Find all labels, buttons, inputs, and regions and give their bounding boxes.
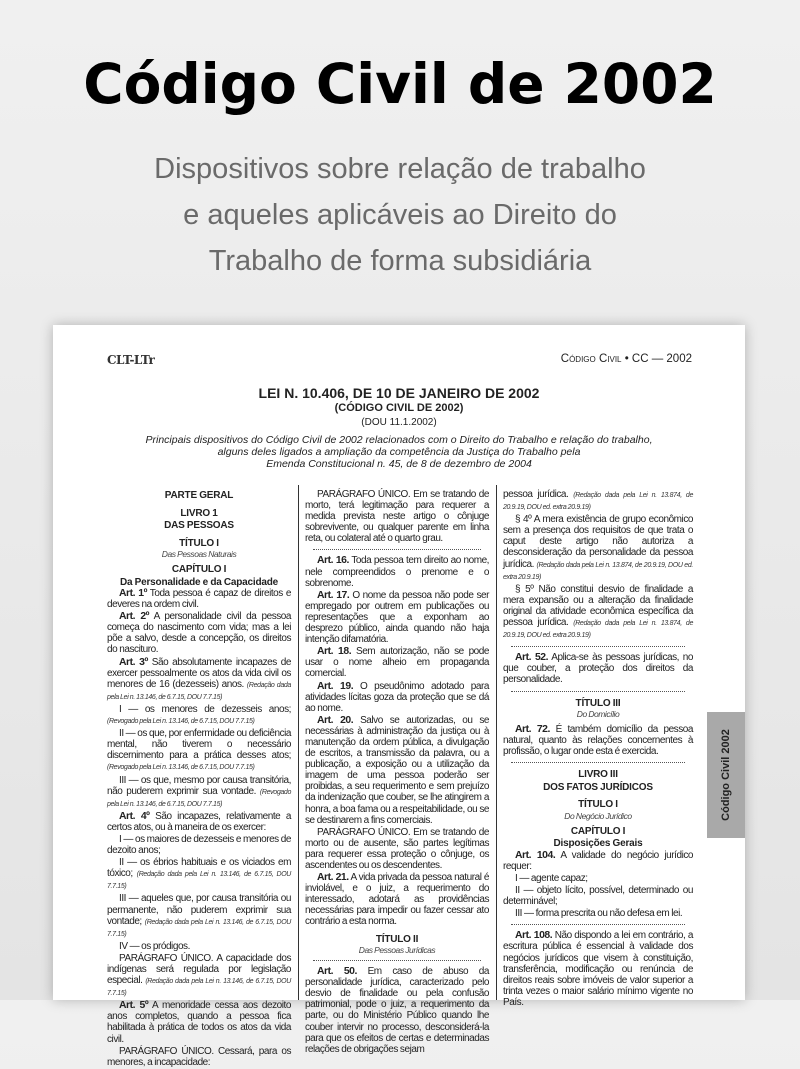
article-number: Art. 72. [515, 724, 550, 735]
amendment-note: (Redação dada pela Lei n. 13.146, de 6.7.15, DOU 7.7.15) [107, 871, 291, 891]
law-subtitle: (CÓDIGO CIVIL DE 2002) [334, 402, 464, 414]
article [107, 1000, 291, 1044]
article [107, 588, 291, 610]
paragraph-text: § 4º A mera existência de grupo econômico sem a presença dos requisitos de que trata o caput deste artigo não autoriza a desconsideração da personalidade da pessoa jurídica. [503, 514, 693, 570]
amendment-note: (Redação dada pela Lei n. 13.146, de 6.7.15, DOU 7.7.15) [107, 978, 291, 998]
dotted-separator [511, 924, 685, 925]
law-heading [53, 385, 745, 470]
article [503, 724, 693, 757]
paragraph-text: III — aqueles que, por causa transitória ou permanente, não puderem exprimir sua vontade; [107, 893, 291, 927]
section-heading: LIVRO 1 [180, 507, 218, 519]
running-head-title: Código Civil [560, 353, 622, 365]
paragraph-text: A personalidade civil da pessoa começa do nascimento com vida; mas a lei põe a salvo, desde a concepção, os direitos do nascituro. [107, 611, 292, 656]
article-number: Art. 3º [119, 656, 148, 668]
paragraph-text: I — os menores de dezesseis anos; [119, 703, 291, 715]
article-number: Art. 17. [317, 589, 350, 601]
paragraph-text: pessoa jurídica. [503, 489, 574, 500]
article-number: Art. 19. [317, 680, 354, 692]
article [305, 555, 489, 588]
paragraph [107, 857, 291, 892]
law-dou: (DOU 11.1.2002) [361, 417, 437, 428]
article [503, 930, 693, 1008]
article-number: Art. 52. [515, 652, 549, 664]
paragraph-text: Em caso de abuso da personalidade jurídica, caracterizado pelo desvio de finalidade ou pela confusão patrimonial, pode o juiz, a requerimento da parte, ou do Ministério Público quando lhe couber intervir no processo, desconsiderá-la para que os efeitos de certas e determinadas relações de obrigações sejam [305, 966, 489, 1055]
column-divider [298, 485, 299, 1000]
section-heading: DOS FATOS JURÍDICOS [543, 781, 653, 793]
article-number: Art. 18. [317, 646, 352, 658]
subtitle [0, 146, 800, 284]
paragraph [107, 1046, 291, 1068]
paragraph-text: A vida privada da pessoa natural é inviolável, e o juiz, a requerimento do interessado, adotará as providências necessárias para impedir ou fazer cessar ato contrário a esta norma. [305, 872, 489, 928]
amendment-note: (Revogado pela Lei n. 13.146, de 6.7.15, DOU 7.7.15) [107, 718, 255, 726]
amendment-note: (Redação dada pela Lei n. 13.874, de 20.9.19, DOU ed. extra 20.9.19) [503, 620, 694, 640]
dotted-separator [511, 646, 685, 647]
section-heading: PARTE GERAL [164, 490, 234, 501]
amendment-note: (Redação dada pela Lei n. 13.874, de 20.9.19, DOU ed. extra 20.9.19) [503, 561, 693, 581]
article-number: Art. 50. [317, 966, 357, 978]
paragraph [107, 775, 291, 810]
article-number: Art. 21. [317, 872, 349, 884]
paragraph [107, 893, 291, 939]
paragraph-text: II — objeto lícito, possível, determinado ou determinável; [503, 885, 693, 908]
paragraph-text: São absolutamente incapazes de exercer pessoalmente os atos da vida civil os menores de 16 (dezesseis) anos. [107, 656, 291, 690]
subtitle-line: Trabalho de forma subsidiária [208, 245, 592, 277]
paragraph-text: PARÁGRAFO ÚNICO. Em se tratando de morto ou de ausente, são partes legítimas para requerer essa proteção o cônjuge, os ascendentes ou os descendentes. [305, 826, 489, 871]
article [305, 872, 489, 927]
paragraph-text: II — os ébrios habituais e os viciados em tóxico; [107, 857, 291, 880]
paragraph [107, 941, 291, 952]
section-heading: CAPÍTULO I [570, 825, 626, 837]
law-intro [53, 434, 745, 470]
paragraph-text: IV — os pródigos. [119, 940, 190, 952]
article-number: Art. 20. [317, 714, 354, 726]
article [305, 966, 489, 1055]
paragraph [107, 953, 291, 999]
article [107, 811, 291, 833]
document-page [53, 325, 745, 1068]
section-heading: DAS PESSOAS [164, 520, 234, 531]
section-heading: TÍTULO II [375, 933, 419, 945]
section-subheading: Das Pessoas Naturais [161, 549, 237, 559]
paragraph-text: O pseudônimo adotado para atividades lícitas goza da proteção que se dá ao nome. [305, 680, 490, 714]
article-number: Art. 2º [119, 611, 150, 623]
paragraph [107, 834, 291, 856]
running-head [561, 353, 692, 365]
article-number: Art. 16. [317, 555, 349, 567]
article [503, 652, 693, 685]
article [305, 715, 489, 826]
section-heading: Disposições Gerais [553, 838, 643, 850]
paragraph-text: PARÁGRAFO ÚNICO. Em se tratando de morto, terá legitimação para requerer a medida prevista neste artigo o cônjuge sobrevivente, ou qualquer parente em linha reta, ou colateral até o quarto grau. [305, 489, 489, 545]
section-heading: TÍTULO III [575, 697, 621, 709]
article [107, 657, 291, 703]
article-number: Art. 5º [119, 1000, 149, 1012]
article-number: Art. 108. [515, 930, 553, 942]
running-head-code: • CC — 2002 [621, 353, 692, 365]
subtitle-line: Dispositivos sobre relação de trabalho [154, 153, 646, 185]
paragraph-text: Toda pessoa tem direito ao nome, nele compreendidos o prenome e o sobrenome. [305, 555, 490, 589]
section-heading: LIVRO III [578, 769, 618, 781]
side-tab [707, 712, 745, 838]
dotted-separator [511, 691, 685, 692]
paragraph [107, 704, 291, 727]
amendment-note: (Redação dada pela Lei n. 13.874, de 20.9.19, DOU ed. extra 20.9.19) [503, 492, 694, 512]
amendment-note: (Redação dada pela Lei n. 13.146, de 6.7.15, DOU 7.7.15) [107, 681, 291, 701]
paragraph [503, 584, 693, 641]
paragraph [503, 489, 693, 513]
amendment-note: (Revogado pela Lei n. 13.146, de 6.7.15, DOU 7.7.15) [107, 764, 255, 772]
intro-line: Principais dispositivos do Código Civil de 2002 relacionados com o Direito do Trabalho e relação do trabalho, [145, 434, 653, 446]
publisher-logo: CLT-LTr [107, 353, 155, 367]
paragraph [305, 489, 489, 544]
law-title: LEI N. 10.406, DE 10 DE JANEIRO DE 2002 [258, 385, 540, 401]
article [107, 611, 291, 655]
section-heading: TÍTULO I [179, 537, 219, 549]
paragraph-text: Aplica-se às pessoas jurídicas, no que couber, a proteção dos direitos da personalidade. [503, 652, 693, 686]
section-heading: Da Personalidade e da Capacidade [119, 576, 279, 588]
paragraph [503, 885, 693, 907]
article-number: Art. 4º [119, 810, 150, 822]
paragraph-text: O nome da pessoa não pode ser empregado por outrem em publicações ou representações que a exponham ao desprezo público, ainda quando não haja intenção difamatória. [305, 589, 489, 646]
amendment-note: (Revogado pela Lei n. 13.146, de 6.7.15, DOU 7.7.15) [107, 788, 291, 808]
paragraph-text: Toda pessoa é capaz de direitos e deveres na ordem civil. [107, 588, 291, 611]
paragraph-text: I — os maiores de dezesseis e menores de dezoito anos; [107, 833, 291, 857]
article-number: Art. 1º [119, 588, 147, 599]
paragraph-text: I — agente capaz; [515, 872, 588, 884]
paragraph-text: Sem autorização, não se pode usar o nome alheio em propaganda comercial. [305, 646, 490, 680]
intro-line: alguns deles ligados a ampliação da competência da Justiça do Trabalho pela [217, 446, 581, 458]
subtitle-line: e aqueles aplicáveis ao Direito do [183, 199, 617, 231]
section-subheading: Do Negócio Jurídico [564, 810, 632, 821]
column-divider [496, 485, 497, 1000]
section-heading: TÍTULO I [578, 799, 618, 811]
text-column-3 [503, 489, 693, 1009]
article [503, 850, 693, 872]
paragraph-text: II — os que, por enfermidade ou deficiência mental, não tiverem o necessário discernimento para a prática desses atos; [107, 728, 291, 762]
paragraph-text: Salvo se autorizadas, ou se necessárias à administração da justiça ou à manutenção da ordem pública, a divulgação de escritos, a transmissão da palavra, ou a publicação, a exposição ou a utilização da imagem de uma pessoa poderão ser proibidas, a seu requerimento e sem prejuízo da indenização que couber, se lhe atingirem a honra, a boa fama ou a respeitabilidade, ou se se destinarem a fins comerciais. [305, 714, 490, 826]
paragraph-text: Não dispondo a lei em contrário, a escritura pública é essencial à validade dos negócios jurídicos que visem à constituição, transferência, modificação ou renúncia de direitos reais sobre imóveis de valor superior a trinta vezes o maior salário mínimo vigente no País. [503, 930, 693, 1008]
paragraph-text: É também domicílio da pessoa natural, quanto às relações concernentes à profissão, o lugar onde esta é exercida. [503, 724, 694, 758]
dotted-separator [313, 960, 481, 961]
paragraph [503, 908, 693, 919]
dotted-separator [511, 762, 685, 763]
paragraph-text: § 5º Não constitui desvio de finalidade a mera expansão ou a alteração da finalidade original da atividade econômica específica da pessoa jurídica. [503, 583, 693, 629]
text-column-1 [107, 489, 291, 1069]
paragraph-text: A validade do negócio jurídico requer: [503, 849, 694, 872]
dotted-separator [313, 549, 481, 550]
paragraph [503, 514, 693, 583]
article [305, 681, 489, 714]
section-subheading: Das Pessoas Jurídicas [358, 945, 436, 956]
paragraph-text: A menoridade cessa aos dezoito anos completos, quando a pessoa fica habilitada à prática de todos os atos da vida civil. [107, 1000, 291, 1045]
side-tab-label: Código Civil 2002 [720, 729, 732, 821]
paragraph-text: PARÁGRAFO ÚNICO. A capacidade dos indígenas será regulada por legislação especial. [107, 952, 291, 987]
text-column-2 [305, 489, 489, 1056]
paragraph [107, 728, 291, 773]
paragraph-text: III — forma prescrita ou não defesa em lei. [515, 908, 683, 920]
paragraph [305, 827, 489, 871]
article [305, 590, 489, 645]
main-title: Código Civil de 2002 [83, 52, 717, 116]
article [305, 646, 489, 679]
paragraph-text: PARÁGRAFO ÚNICO. Cessará, para os menores, a incapacidade: [107, 1045, 291, 1068]
amendment-note: (Redação dada pela Lei n. 13.146, de 6.7.15, DOU 7.7.15) [107, 918, 291, 938]
intro-line: Emenda Constitucional n. 45, de 8 de dezembro de 2004 [266, 458, 532, 470]
article-number: Art. 104. [515, 849, 556, 861]
paragraph-text: III — os que, mesmo por causa transitória, não puderem exprimir sua vontade. [107, 774, 291, 797]
paragraph [503, 873, 693, 884]
paragraph-text: São incapazes, relativamente a certos atos, ou à maneira de os exercer: [107, 810, 292, 833]
section-heading: CAPÍTULO I [171, 564, 227, 575]
section-subheading: Do Domicílio [576, 709, 620, 719]
